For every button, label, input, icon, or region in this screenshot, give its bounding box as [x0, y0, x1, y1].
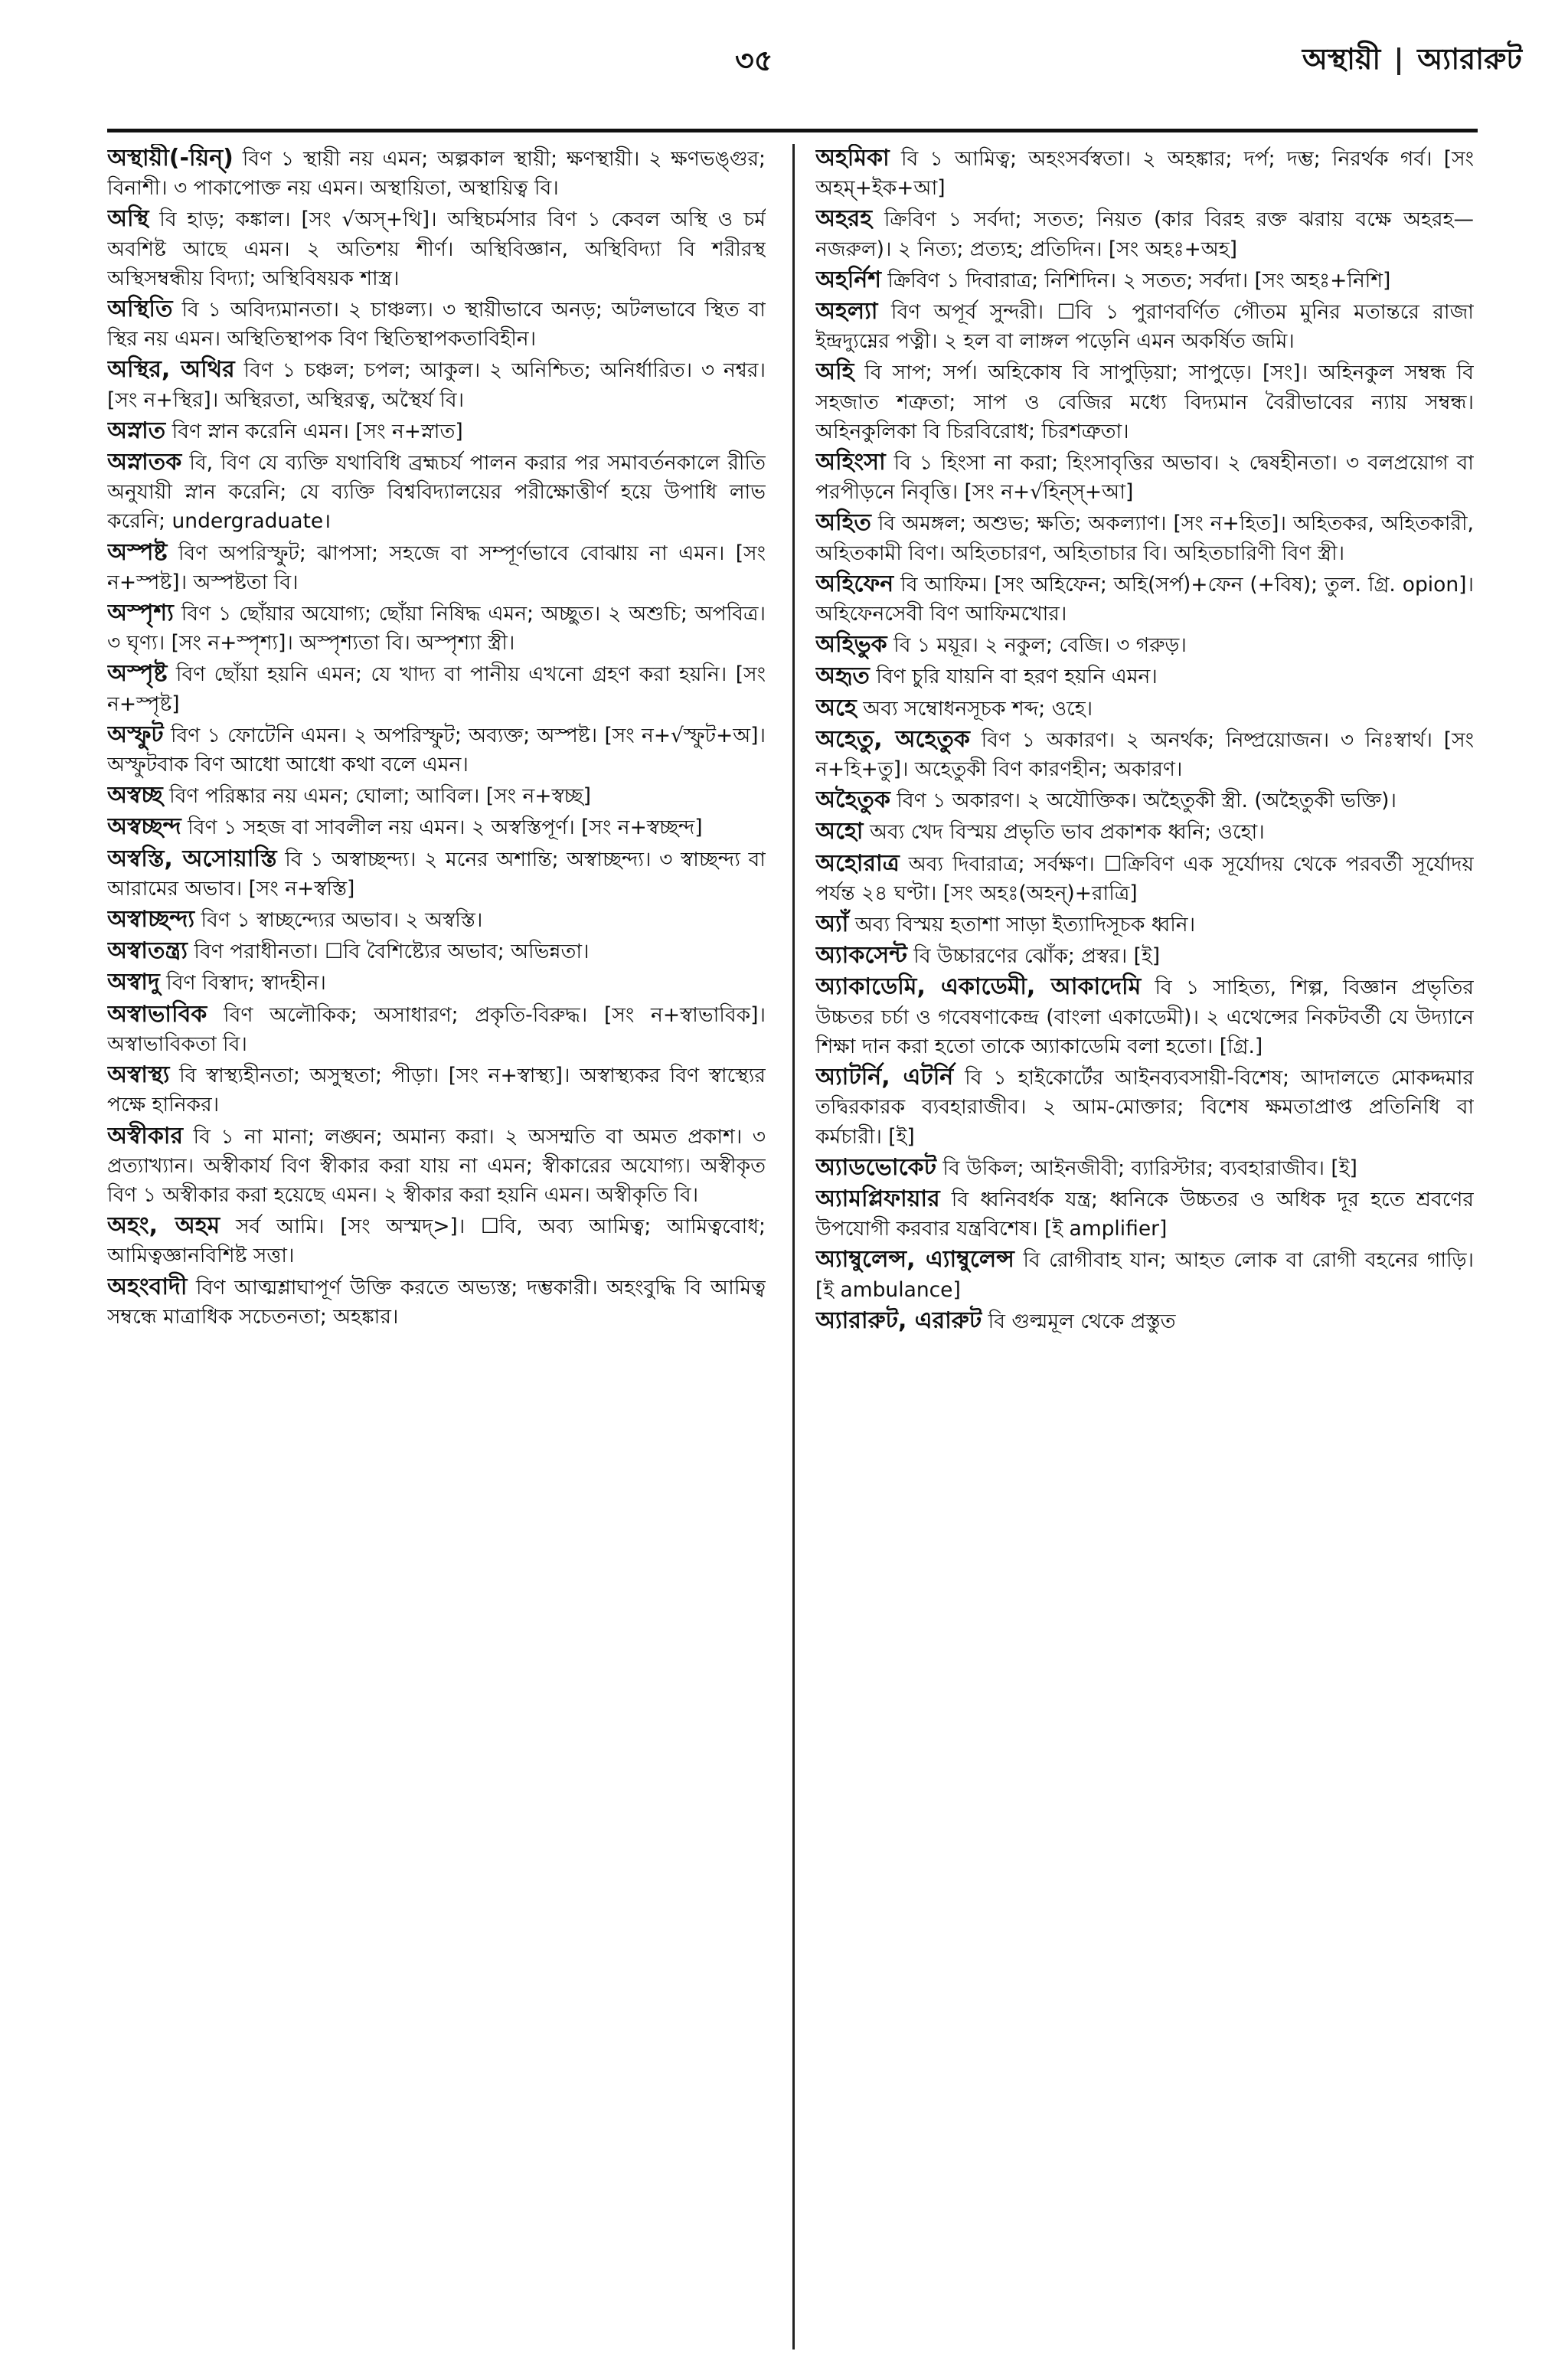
- entry-headword: অস্বচ্ছ: [107, 782, 163, 809]
- dictionary-entry: [107, 448, 766, 537]
- dictionary-entry: [815, 1185, 1474, 1244]
- entry-headword: অহল্যা: [815, 298, 878, 325]
- entry-headword: অহি: [815, 358, 854, 386]
- page-number: ৩৫: [735, 44, 773, 77]
- entry-definition: বিণ ছোঁয়া হয়নি এমন; যে খাদ্য বা পানীয় এখনো গ্রহণ করা হয়নি। [সং ন+স্পৃষ্ট]: [107, 662, 766, 716]
- entry-definition: বিণ ১ ফোটেনি এমন। ২ অপরিস্ফুট; অব্যক্ত; অস্পষ্ট। [সং ন+√স্ফুট+অ]। অস্ফুটবাক বিণ আধো আধো কথা বলে এমন।: [107, 723, 766, 777]
- dictionary-entry: [815, 1153, 1474, 1183]
- entry-headword: অহোরাত্র: [815, 849, 900, 877]
- entry-headword: অহো: [815, 818, 864, 845]
- dictionary-entry: [107, 968, 766, 998]
- dictionary-entry: [107, 937, 766, 966]
- entry-headword: অস্থিতি: [107, 296, 173, 323]
- entry-definition: অব্য দিবারাত্র; সর্বক্ষণ। ☐ক্রিবিণ এক সূর্যোদয় থেকে পরবর্তী সূর্যোদয় পর্যন্ত ২৪ ঘণ্টা। [সং অহঃ(অহন্)+রাত্রি]: [815, 852, 1474, 905]
- guide-word-last: অ্যারারুট: [1417, 42, 1522, 76]
- entry-headword: অস্পৃষ্ট: [107, 660, 168, 688]
- entry-definition: সর্ব আমি। [সং অস্মদ্>]। ☐বি, অব্য আমিত্ব; আমিত্ববোধ; আমিত্বজ্ঞানবিশিষ্ট সত্তা।: [107, 1215, 766, 1268]
- entry-headword: অহিভুক: [815, 631, 887, 659]
- entry-definition: বি ১ হাইকোর্টের আইনব্যবসায়ী-বিশেষ; আদালতে মোকদ্দমার তদ্বিরকারক ব্যবহারাজীব। ২ আম-মোক্তার; বিশেষ ক্ষমতাপ্রাপ্ত প্রতিনিধি বা কর্মচারী। [ই]: [815, 1066, 1474, 1149]
- entry-definition: বি ১ অস্বাচ্ছন্দ্য। ২ মনের অশান্তি; অস্বাচ্ছন্দ্য। ৩ স্বাচ্ছন্দ্য বা আরামের অভাব। [সং ন+স্বস্তি]: [107, 847, 766, 901]
- dictionary-entry: [815, 662, 1474, 692]
- entry-headword: অহংবাদী: [107, 1273, 188, 1300]
- dictionary-entry: [815, 204, 1474, 263]
- entry-headword: অ্যাটর্নি, এটর্নি: [815, 1064, 954, 1091]
- dictionary-entry: [107, 355, 766, 414]
- entry-headword: অহিত: [815, 509, 871, 537]
- dictionary-entry: [107, 417, 766, 446]
- dictionary-entry: [815, 973, 1474, 1061]
- entry-headword: অস্বাভাবিক: [107, 1000, 207, 1028]
- dictionary-entry: [107, 905, 766, 935]
- right-column: [815, 144, 1474, 2349]
- entry-headword: অহৃত: [815, 662, 870, 690]
- dictionary-columns: [107, 144, 1478, 2349]
- left-column: [107, 144, 766, 2349]
- entry-definition: বি অমঙ্গল; অশুভ; ক্ষতি; অকল্যাণ। [সং ন+হিত]। অহিতকর, অহিতকারী, অহিতকামী বিণ। অহিতচারণ, অহিতাচার বি। অহিতচারিণী বিণ স্ত্রী।: [815, 512, 1474, 565]
- dictionary-entry: [815, 725, 1474, 784]
- dictionary-entry: [815, 144, 1474, 203]
- dictionary-entry: [107, 1000, 766, 1059]
- entry-definition: বিণ ১ ছোঁয়ার অযোগ্য; ছোঁয়া নিষিদ্ধ এমন; অচ্ছুত। ২ অশুচি; অপবিত্র। ৩ ঘৃণ্য। [সং ন+স্পৃশ্য]। অস্পৃশ্যতা বি। অস্পৃশ্যা স্ত্রী।: [107, 602, 766, 656]
- entry-headword: অস্বাতন্ত্র্য: [107, 937, 188, 965]
- entry-headword: অ্যাম্বুলেন্স, এ্যাম্বুলেন্স: [815, 1246, 1014, 1274]
- entry-headword: অস্পৃশ্য: [107, 600, 174, 627]
- entry-definition: বিণ অলৌকিক; অসাধারণ; প্রকৃতি-বিরুদ্ধ। [সং ন+স্বাভাবিক]। অস্বাভাবিকতা বি।: [107, 1002, 766, 1056]
- entry-headword: অস্বস্তি, অসোয়াস্তি: [107, 845, 277, 872]
- dictionary-entry: [815, 266, 1474, 296]
- entry-definition: বিণ আত্মশ্লাঘাপূর্ণ উক্তি করতে অভ্যস্ত; দম্ভকারী। অহংবুদ্ধি বি আমিত্ব সম্বন্ধে মাত্রাধিক সচেতনতা; অহঙ্কার।: [107, 1275, 766, 1329]
- entry-headword: অস্বাদু: [107, 969, 160, 996]
- entry-definition: বি সাপ; সর্প। অহিকোষ বি সাপুড়িয়া; সাপুড়ে। [সং]। অহিনকুল সম্বন্ধ বি সহজাত শত্রুতা; সাপ ও বেজির মধ্যে বিদ্যমান বৈরীভাবের ন্যায় সম্বন্ধ। অহিনকুলিকা বি চিরবিরোধ; চিরশত্রুতা।: [815, 361, 1474, 443]
- entry-definition: ক্রিবিণ ১ সর্বদা; সতত; নিয়ত (কার বিরহ রক্ত ঝরায় বক্ষে অহরহ—নজরুল)। ২ নিত্য; প্রত্যহ; প্রতিদিন। [সং অহঃ+অহ]: [815, 208, 1474, 261]
- dictionary-entry: [107, 144, 766, 203]
- dictionary-entry: [107, 659, 766, 718]
- dictionary-entry: [815, 358, 1474, 446]
- entry-headword: অহং, অহম: [107, 1212, 220, 1240]
- entry-headword: অহেতু, অহেতুক: [815, 725, 970, 753]
- dictionary-entry: [107, 204, 766, 293]
- entry-headword: অস্থির, অথির: [107, 356, 235, 384]
- entry-definition: বি উকিল; আইনজীবী; ব্যারিস্টার; ব্যবহারাজীব। [ই]: [942, 1156, 1357, 1180]
- entry-definition: বি ১ হিংসা না করা; হিংসাবৃত্তির অভাব। ২ দ্বেষহীনতা। ৩ বলপ্রয়োগ বা পরপীড়নে নিবৃত্তি। [সং ন+√হিন্স্+আ]: [815, 451, 1474, 505]
- entry-definition: বিণ চুরি যায়নি বা হরণ হয়নি এমন।: [876, 665, 1158, 689]
- dictionary-entry: [815, 849, 1474, 908]
- dictionary-entry: [815, 1306, 1474, 1336]
- entry-definition: বি ১ ময়ূর। ২ নকুল; বেজি। ৩ গরুড়।: [893, 633, 1187, 658]
- entry-headword: অ্যাকাডেমি, একাডেমী, আকাদেমি: [815, 973, 1142, 1001]
- dictionary-entry: [107, 599, 766, 658]
- dictionary-entry: [815, 1063, 1474, 1152]
- dictionary-entry: [815, 817, 1474, 847]
- entry-definition: বি ১ না মানা; লঙ্ঘন; অমান্য করা। ২ অসম্মতি বা অমত প্রকাশ। ৩ প্রত্যাখ্যান। অস্বীকার্য বিণ স্বীকার করা যায় না এমন; স্বীকারের অযোগ্য। অস্বীকৃত বিণ ১ অস্বীকার করা হয়েছে এমন। ২ স্বীকার করা হয়নি এমন। অস্বীকৃতি বি।: [107, 1124, 766, 1207]
- entry-definition: বিণ বিস্বাদ; স্বাদহীন।: [166, 971, 326, 996]
- dictionary-entry: [815, 448, 1474, 507]
- entry-headword: অস্থায়ী(-য়িন্): [107, 145, 234, 172]
- entry-definition: বি আফিম। [সং অহিফেন; অহি(সর্প)+ফেন (+বিষ); তুল. গ্রি. opion]। অহিফেনসেবী বিণ আফিমখোর।: [815, 572, 1474, 626]
- entry-headword: অ্যাঁ: [815, 911, 849, 938]
- dictionary-entry: [107, 1122, 766, 1211]
- entry-definition: বিণ পরিষ্কার নয় এমন; ঘোলা; আবিল। [সং ন+স্বচ্ছ]: [169, 784, 592, 809]
- entry-definition: বি রোগীবাহ যান; আহত লোক বা রোগী বহনের গাড়ি। [ই ambulance]: [815, 1248, 1474, 1302]
- guide-word-first: অস্থায়ী: [1302, 42, 1381, 76]
- dictionary-entry: [107, 295, 766, 354]
- dictionary-entry: [815, 297, 1474, 356]
- entry-definition: অব্য সম্বোধনসূচক শব্দ; ওহে।: [863, 696, 1093, 721]
- dictionary-entry: [107, 1061, 766, 1120]
- entry-headword: অহিংসা: [815, 449, 886, 476]
- entry-definition: বিণ অপরিস্ফুট; ঝাপসা; সহজে বা সম্পূর্ণভাবে বোঝায় না এমন। [সং ন+স্পষ্ট]। অস্পষ্টতা বি।: [107, 541, 766, 594]
- entry-definition: বিণ ১ অকারণ। ২ অনর্থক; নিষ্প্রয়োজন। ৩ নিঃস্বার্থ। [সং ন+হি+তু]। অহেতুকী বিণ কারণহীন; অকারণ।: [815, 728, 1474, 782]
- dictionary-entry: [815, 630, 1474, 660]
- entry-headword: অস্নাত: [107, 417, 166, 444]
- dictionary-entry: [107, 1273, 766, 1332]
- column-divider: [792, 144, 795, 2349]
- entry-definition: বিণ ১ অকারণ। ২ অযৌক্তিক। অহৈতুকী স্ত্রী. (অহৈতুকী ভক্তি)।: [897, 789, 1396, 813]
- dictionary-entry: [815, 694, 1474, 724]
- entry-headword: অস্নাতক: [107, 449, 182, 476]
- entry-headword: অহমিকা: [815, 145, 890, 172]
- dictionary-entry: [815, 786, 1474, 816]
- guide-separator: [1397, 47, 1400, 75]
- entry-headword: অহৈতুক: [815, 786, 890, 814]
- entry-headword: অ্যারারুট, এরারুট: [815, 1306, 982, 1334]
- dictionary-entry: [815, 570, 1474, 629]
- entry-headword: অস্থি: [107, 205, 149, 233]
- entry-definition: বি, বিণ যে ব্যক্তি যথাবিধি ব্রহ্মচর্য পালন করার পর সমাবর্তনকালে রীতি অনুযায়ী স্নান করেনি; যে ব্যক্তি বিশ্ববিদ্যালয়ের পরীক্ষোত্তীর্ণ হয়ে উপাধি লাভ করেনি; undergraduate।: [107, 451, 766, 534]
- guide-words: [1302, 37, 1522, 86]
- entry-headword: অস্ফুট: [107, 721, 164, 748]
- entry-headword: অহে: [815, 694, 857, 721]
- entry-definition: বি ১ অবিদ্যমানতা। ২ চাঞ্চল্য। ৩ স্থায়ীভাবে অনড়; অটলভাবে স্থিত বা স্থির নয় এমন। অস্থিতিস্থাপক বিণ স্থিতিস্থাপকতাবিহীন।: [107, 298, 766, 352]
- dictionary-entry: [107, 813, 766, 842]
- entry-headword: অ্যামপ্লিফায়ার: [815, 1185, 940, 1212]
- entry-headword: অস্বাস্থ্য: [107, 1061, 170, 1089]
- dictionary-entry: [107, 845, 766, 904]
- entry-definition: বি গুল্মমূল থেকে প্রস্তুত: [988, 1309, 1176, 1333]
- dictionary-entry: [107, 1212, 766, 1270]
- dictionary-entry: [815, 1245, 1474, 1304]
- dictionary-entry: [815, 508, 1474, 567]
- entry-definition: অব্য খেদ বিস্ময় প্রভৃতি ভাব প্রকাশক ধ্বনি; ওহো।: [869, 820, 1265, 845]
- entry-definition: বি হাড়; কঙ্কাল। [সং √অস্+থি]। অস্থিচর্মসার বিণ ১ কেবল অস্থি ও চর্ম অবশিষ্ট আছে এমন। ২ অতিশয় শীর্ণ। অস্থিবিজ্ঞান, অস্থিবিদ্যা বি শরীরস্থ অস্থিসম্বন্ধীয় বিদ্যা; অস্থিবিষয়ক শাস্ত্র।: [107, 208, 766, 290]
- entry-headword: অ্যাকসেন্ট: [815, 942, 907, 970]
- entry-definition: বি ১ সাহিত্য, শিল্প, বিজ্ঞান প্রভৃতির উচ্চতর চর্চা ও গবেষণাকেন্দ্র (বাংলা একাডেমী)। ২ এথেন্সের নিকটবর্তী যে উদ্যানে শিক্ষা দান করা হতো তাকে অ্যাকাডেমি বলা হতো। [গ্রি.]: [815, 976, 1474, 1058]
- entry-headword: অস্পষ্ট: [107, 538, 168, 566]
- entry-definition: বি উচ্চারণের ঝোঁক; প্রস্বর। [ই]: [913, 944, 1161, 969]
- entry-headword: অহরহ: [815, 205, 873, 233]
- entry-definition: বিণ ১ সহজ বা সাবলীল নয় এমন। ২ অস্বস্তিপূর্ণ। [সং ন+স্বচ্ছন্দ]: [188, 816, 703, 840]
- entry-definition: বি ১ আমিত্ব; অহংসর্বস্বতা। ২ অহঙ্কার; দর্প; দম্ভ; নিরর্থক গর্ব। [সং অহম্+ইক+আ]: [815, 147, 1474, 201]
- page-header: [0, 0, 1568, 126]
- entry-headword: অস্বাচ্ছন্দ্য: [107, 906, 195, 934]
- dictionary-entry: [107, 781, 766, 811]
- entry-definition: বিণ অপূর্ব সুন্দরী। ☐বি ১ পুরাণবর্ণিত গৌতম মুনির মতান্তরে রাজা ইন্দ্রদ্যুম্নের পত্নী। ২ হল বা লাঙ্গল পড়েনি এমন অকর্ষিত জমি।: [815, 300, 1474, 354]
- entry-definition: বিণ পরাধীনতা। ☐বি বৈশিষ্ট্যের অভাব; অভিন্নতা।: [194, 940, 590, 964]
- entry-definition: অব্য বিস্ময় হতাশা সাড়া ইত্যাদিসূচক ধ্বনি।: [854, 913, 1196, 937]
- entry-headword: অস্বীকার: [107, 1122, 184, 1149]
- entry-definition: বি ধ্বনিবর্ধক যন্ত্র; ধ্বনিকে উচ্চতর ও অধিক দূর হতে শ্রবণের উপযোগী করবার যন্ত্রবিশেষ। [ই amplifier]: [815, 1187, 1474, 1241]
- entry-definition: বি স্বাস্থ্যহীনতা; অসুস্থতা; পীড়া। [সং ন+স্বাস্থ্য]। অস্বাস্থ্যকর বিণ স্বাস্থ্যের পক্ষে হানিকর।: [107, 1064, 766, 1117]
- entry-definition: বিণ স্নান করেনি এমন। [সং ন+স্নাত]: [172, 419, 463, 443]
- entry-headword: অহিফেন: [815, 570, 894, 597]
- entry-headword: অ্যাডভোকেট: [815, 1153, 936, 1181]
- entry-definition: বিণ ১ স্থায়ী নয় এমন; অল্পকাল স্থায়ী; ক্ষণস্থায়ী। ২ ক্ষণভঙ্গুর; বিনাশী। ৩ পাকাপোক্ত নয় এমন। অস্থায়িতা, অস্থায়িত্ব বি।: [107, 147, 766, 201]
- entry-definition: বিণ ১ স্বাচ্ছন্দ্যের অভাব। ২ অস্বস্তি।: [201, 908, 483, 933]
- entry-headword: অহর্নিশ: [815, 266, 881, 293]
- dictionary-entry: [815, 910, 1474, 940]
- dictionary-entry: [107, 721, 766, 780]
- dictionary-entry: [107, 538, 766, 597]
- header-rule: [107, 129, 1478, 132]
- entry-headword: অস্বচ্ছন্দ: [107, 813, 181, 841]
- entry-definition: ক্রিবিণ ১ দিবারাত্র; নিশিদিন। ২ সতত; সর্বদা। [সং অহঃ+নিশি]: [887, 268, 1391, 293]
- entry-definition: বিণ ১ চঞ্চল; চপল; আকুল। ২ অনিশ্চিত; অনির্ধারিত। ৩ নশ্বর। [সং ন+স্থির]। অস্থিরতা, অস্থিরত্ব, অস্থৈর্য বি।: [107, 358, 766, 412]
- dictionary-entry: [815, 941, 1474, 971]
